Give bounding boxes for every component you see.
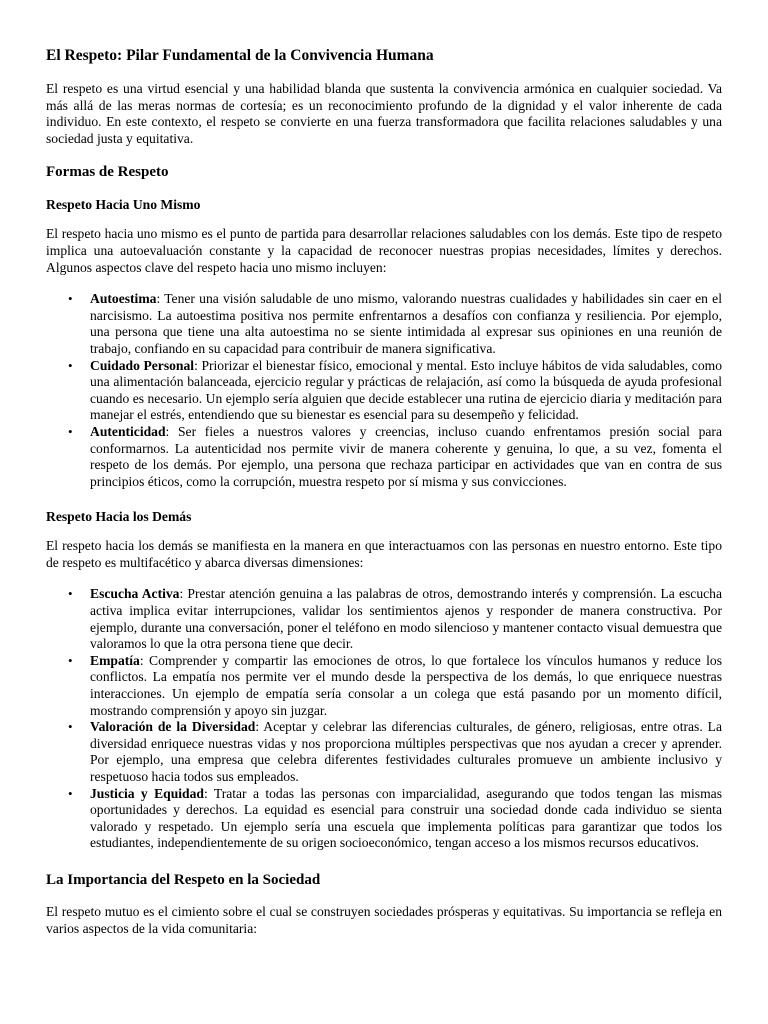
list-term: Empatía [90,652,140,668]
bullet-icon: • [68,357,73,373]
document-title: El Respeto: Pilar Fundamental de la Convivencia Humana [46,47,434,64]
list-term: Justicia y Equidad [90,785,204,801]
paragraph-uno-mismo: El respeto hacia uno mismo es el punto de partida para desarrollar relaciones saludables con los demás. Este tipo de respeto implica una autoevaluación constante y la capacidad de reconocer nuestras propias necesidades, límites y derechos. Algunos aspectos clave del respeto hacia uno mismo incluyen: [46,226,722,275]
list-text: : Comprender y compartir las emociones de otros, lo que fortalece los vínculos humanos y reduce los conflictos. La empatía nos permite ver el mundo desde la perspectiva de los demás, lo que enriquece nuestras interacciones. Un ejemplo de empatía sería consolar a un colega que está pasando por un momento difícil, mostrando comprensión y apoyo sin juzgar. [90,652,722,718]
subheading-los-demas: Respeto Hacia los Demás [46,509,192,525]
list-text: : Aceptar y celebrar las diferencias culturales, de género, religiosas, entre otras. La diversidad enriquece nuestras vidas y nos proporciona múltiples perspectivas que nos ayudan a crecer y aprender. Por ejemplo, una empresa que celebra diferentes festividades culturales promueve un ambiente inclusivo y respetuoso hacia todos sus empleados. [90,719,723,784]
list-text: : Ser fieles a nuestros valores y creencias, incluso cuando enfrentamos presión social para conformarnos. La autenticidad nos permite vivir de manera coherente y genuina, lo que, a su vez, fomenta el respeto de los demás. Por ejemplo, una persona que rechaza participar en actividades que van en contra de sus principios éticos, como la corrupción, muestra respeto por sí misma y sus convicciones. [90,423,722,489]
list-text: : Priorizar el bienestar físico, emocional y mental. Esto incluye hábitos de vida saludables, como una alimentación balanceada, ejercicio regular y prácticas de relajación, así como la búsqueda de ayuda profesional cuando es necesario. Un ejemplo sería alguien que decide establecer una rutina de ejercicio diaria y meditación para manejar el estrés, entendiendo que su bienestar es esencial para su desempeño y felicidad. [90,357,722,423]
list-text: : Tratar a todas las personas con imparcialidad, asegurando que todos tengan las mismas oportunidades y derechos. La equidad es esencial para construir una sociedad donde cada individuo se sienta valorado y respetado. Un ejemplo sería una escuela que implementa políticas para garantizar que todos los estudiantes, independientemente de su origen socioeconómico, tengan acceso a los mismos recursos educativos. [90,785,722,851]
bullet-icon: • [68,785,73,801]
bullet-icon: • [68,586,73,602]
list-text: : Prestar atención genuina a las palabras de otros, demostrando interés y comprensión. La escucha activa implica evitar interrupciones, validar los sentimientos ajenos y responder de manera constructiva. Por ejemplo, durante una conversación, poner el teléfono en modo silencioso y mantener contacto visual demuestra que valoramos lo que la otra persona tiene que decir. [90,586,722,652]
subheading-uno-mismo: Respeto Hacia Uno Mismo [46,197,201,213]
list-term: Autenticidad [90,423,166,439]
bullet-icon: • [68,719,73,735]
list-item [68,785,722,852]
section-heading-formas: Formas de Respeto [46,164,169,181]
bullet-icon: • [68,423,73,439]
section-heading-importancia: La Importancia del Respeto en la Sociedad [46,871,321,888]
list-item [68,423,722,490]
list-item [68,291,722,357]
list-term: Valoración de la Diversidad [90,719,256,735]
bullet-icon: • [68,652,73,668]
bullet-icon: • [68,291,73,307]
paragraph-los-demas: El respeto hacia los demás se manifiesta en la manera en que interactuamos con las personas en nuestro entorno. Este tipo de respeto es multifacético y abarca diversas dimensiones: [46,538,722,570]
list-term: Cuidado Personal [90,357,195,373]
intro-paragraph: El respeto es una virtud esencial y una habilidad blanda que sustenta la convivencia armónica en cualquier sociedad. Va más allá de las meras normas de cortesía; es un reconocimiento profundo de la dignidad y el valor inherente de cada individuo. En este contexto, el respeto se convierte en una fuerza transformadora que facilita relaciones saludables y una sociedad justa y equitativa. [46,81,722,146]
list-term: Escucha Activa [90,586,180,602]
list-item [68,719,723,785]
paragraph-importancia: El respeto mutuo es el cimiento sobre el cual se construyen sociedades prósperas y equitativas. Su importancia se refleja en varios aspectos de la vida comunitaria: [46,903,722,936]
list-text: : Tener una visión saludable de uno mismo, valorando nuestras cualidades y habilidades sin caer en el narcisismo. La autoestima positiva nos permite enfrentarnos a desafíos con confianza y resiliencia. Por ejemplo, una persona que tiene una alta autoestima no se siente intimidada al expresar sus opiniones en una reunión de trabajo, confiando en su capacidad para contribuir de manera significativa. [90,291,722,356]
list-los-demas [46,586,722,852]
list-item [68,357,722,424]
list-item [68,586,722,652]
list-uno-mismo [46,291,722,490]
list-item [68,652,722,719]
list-term: Autoestima [90,291,157,307]
